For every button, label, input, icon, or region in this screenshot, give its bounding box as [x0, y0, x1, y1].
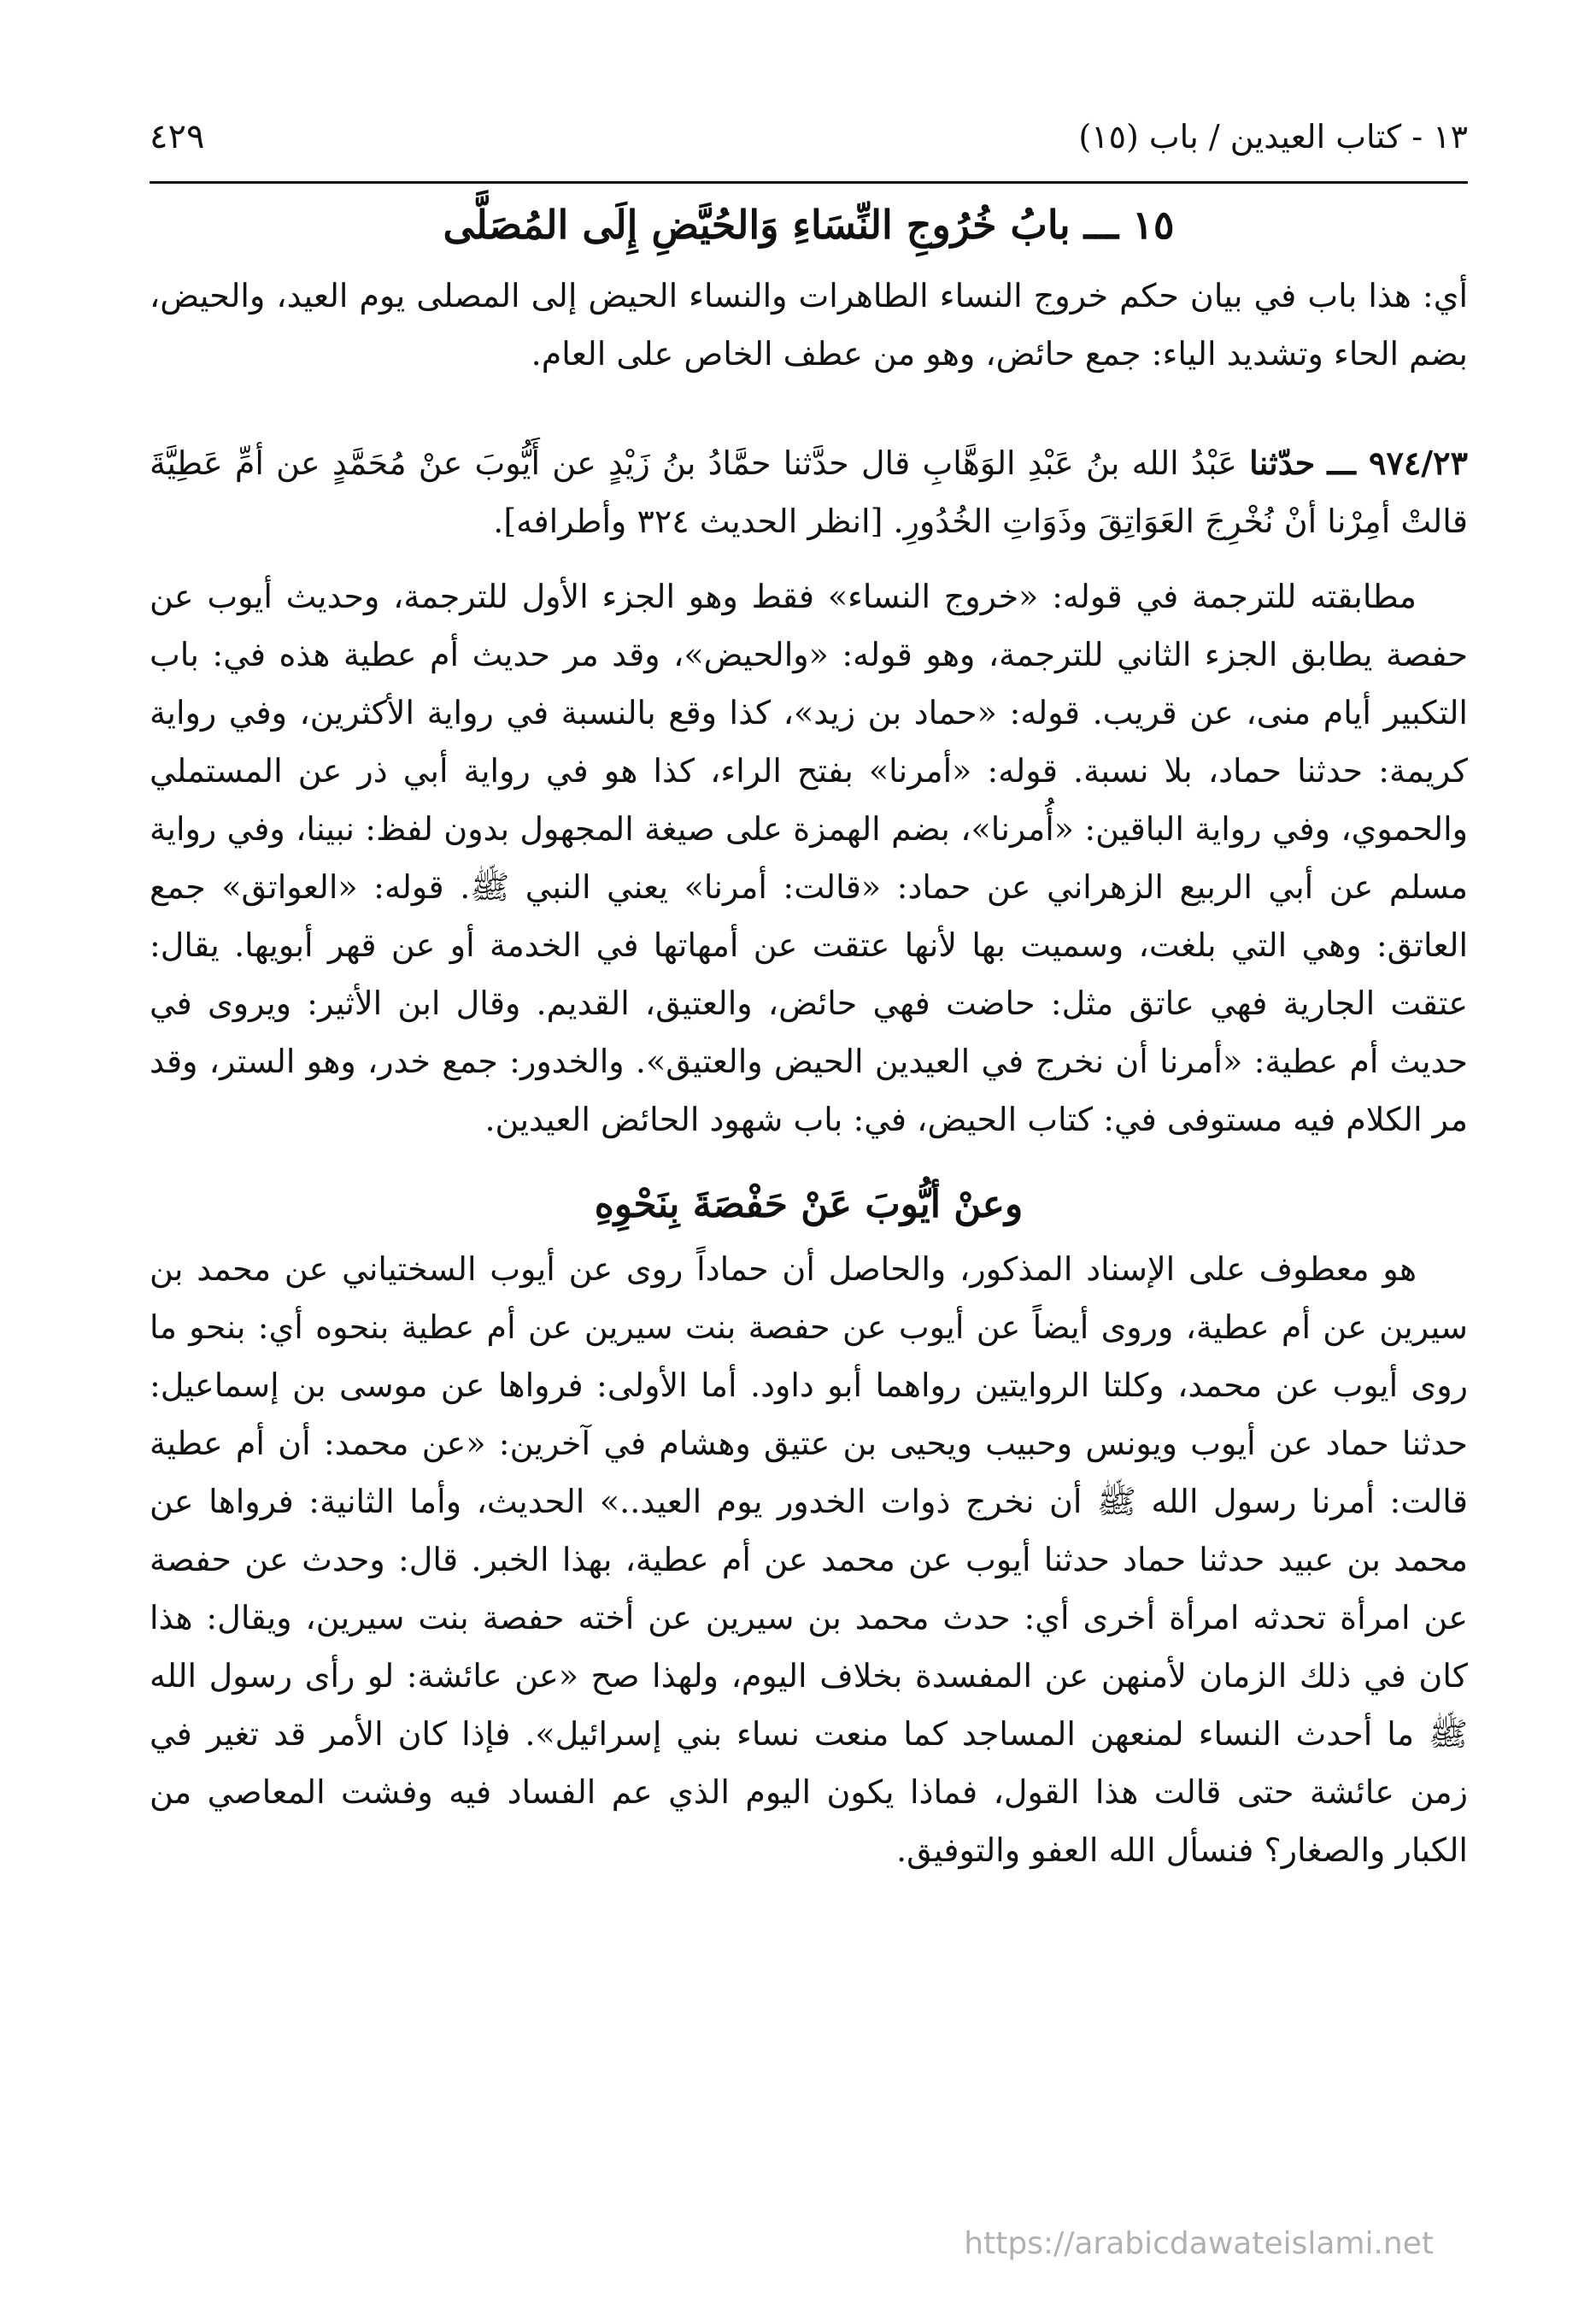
commentary-paragraph: مطابقته للترجمة في قوله: «خروج النساء» فقط وهو الجزء الأول للترجمة، وحديث أيوب عن حفصة يطابق الجزء الثاني للترجمة، وهو قوله: «والحيض»، وقد مر حديث أم عطية هذه في: باب التكبير أيام منى، عن قريب. قوله: «حماد بن زيد»، كذا وقع بالنسبة في رواية الأكثرين، وفي رواية كريمة: حدثنا حماد، بلا نسبة. قوله: «أمرنا» بفتح الراء، كذا هو في رواية أبي ذر عن المستملي والحموي، وفي رواية الباقين: «أُمرنا»، بضم الهمزة على صيغة المجهول بدون لفظ: نبينا، وفي رواية مسلم عن أبي الربيع الزهراني عن حماد: «قالت: أمرنا» يعني النبي ﷺ. قوله: «العواتق» جمع العاتق: وهي التي بلغت، وسميت بها لأنها عتقت عن أمهاتها في الخدمة أو عن قهر أبويها. يقال: عتقت الجارية فهي عاتق مثل: حاضت فهي حائض، والعتيق، القديم. وقال ابن الأثير: ويروى في حديث أم عطية: «أمرنا أن نخرج في العيدين الحيض والعتيق». والخدور: جمع خدر، وهو الستر، وقد مر الكلام فيه مستوفى في: كتاب الحيض، في: باب شهود الحائض العيدين. — [150, 578, 1468, 1138]
subsection-heading: وعنْ أيُّوبَ عَنْ حَفْصَةَ بِنَحْوِهِ — [594, 1183, 1024, 1226]
hadith-text: عَبْدُ الله بنُ عَبْدِ الوَهَّابِ قال حدَّثنا حمَّادُ بنُ زَيْدٍ عن أَيُّوبَ عنْ مُحَمَّدٍ عن أمِّ عَطِيَّةَ قالتْ أمِرْنا أنْ نُخْرِجَ العَوَاتِقَ وذَوَاتِ الخُدُورِ. [انظر الحديث ٣٢٤ وأطرافه]. — [150, 444, 1468, 540]
subsection-paragraph: هو معطوف على الإسناد المذكور، والحاصل أن حماداً روى عن أيوب السختياني عن محمد بن سيرين عن أم عطية، وروى أيضاً عن أيوب عن حفصة بنت سيرين عن أم عطية بنحوه أي: بنحو ما روى أيوب عن محمد، وكلتا الروايتين رواهما أبو داود. أما الأولى: فرواها عن موسى بن إسماعيل: حدثنا حماد عن أيوب ويونس وحبيب ويحيى بن عتيق وهشام في آخرين: «عن محمد: أن أم عطية قالت: أمرنا رسول الله ﷺ أن نخرج ذوات الخدور يوم العيد..» الحديث، وأما الثانية: فرواها عن محمد بن عبيد حدثنا حماد حدثنا أيوب عن محمد عن أم عطية، بهذا الخبر. قال: وحدث عن حفصة عن امرأة تحدثه امرأة أخرى أي: حدث محمد بن سيرين عن أخته حفصة بنت سيرين، ويقال: هذا كان في ذلك الزمان لأمنهن عن المفسدة بخلاف اليوم، ولهذا صح «عن عائشة: لو رأى رسول الله ﷺ ما أحدث النساء لمنعهن المساجد كما منعت نساء بني إسرائيل». فإذا كان الأمر قد تغير في زمن عائشة حتى قالت هذا القول، فماذا يكون اليوم الذي عم الفساد فيه وفشت المعاصي من الكبار والصغار؟ فنسأل الله العفو والتوفيق. — [150, 1250, 1468, 1869]
watermark-url: https://arabicdawateislami.net — [964, 2226, 1434, 2261]
header-rule — [150, 181, 1468, 184]
intro-paragraph: أي: هذا باب في بيان حكم خروج النساء الطاهرات والنساء الحيض إلى المصلى يوم العيد، والحيض، بضم الحاء وتشديد الياء: جمع حائض، وهو من عطف الخاص على العام. — [150, 277, 1468, 373]
page-content — [150, 197, 1468, 1879]
running-title: ١٣ - كتاب العيدين / باب (١٥) — [1078, 118, 1468, 156]
page-header — [150, 103, 1468, 171]
chapter-title: ١٥ ـــ بابُ خُرُوجِ النِّسَاءِ وَالحُيَّضِ إِلَى المُصَلَّى — [443, 202, 1175, 248]
hadith-number: ٩٧٤/٢٣ ـــ — [1327, 444, 1468, 482]
commentary-block — [150, 567, 1468, 1149]
hadith-lead: حدّثنا — [1249, 444, 1316, 482]
page-number: ٤٢٩ — [150, 117, 205, 156]
hadith-block — [150, 434, 1468, 550]
